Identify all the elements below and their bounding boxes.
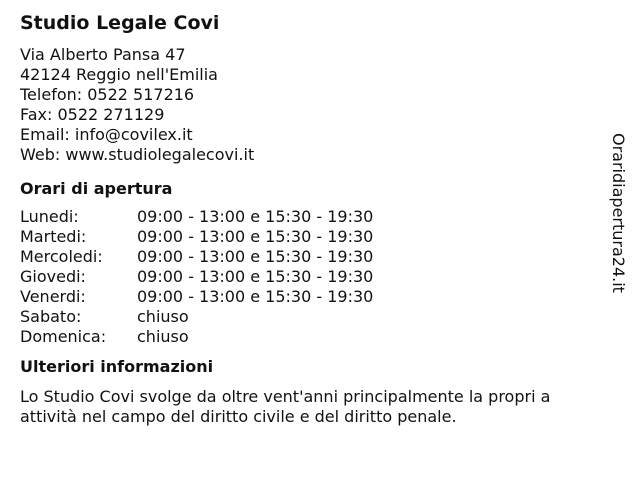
time-value: 09:00 - 13:00 e 15:30 - 19:30 xyxy=(137,247,374,266)
hours-row xyxy=(20,327,600,347)
day-label: Mercoledi: xyxy=(20,247,103,266)
time-value: 09:00 - 13:00 e 15:30 - 19:30 xyxy=(137,287,374,306)
hours-row xyxy=(20,247,600,267)
hours-row xyxy=(20,307,600,327)
watermark: Oraridiapertura24.it xyxy=(609,133,628,293)
day-label: Domenica: xyxy=(20,327,107,346)
address-city: 42124 Reggio nell'Emilia xyxy=(20,65,218,84)
hours-row xyxy=(20,227,600,247)
day-label: Martedi: xyxy=(20,227,87,246)
email-address: Email: info@covilex.it xyxy=(20,125,193,144)
phone-number: Telefon: 0522 517216 xyxy=(20,85,195,104)
hours-row xyxy=(20,287,600,307)
business-card xyxy=(20,10,600,427)
opening-hours-table xyxy=(20,207,600,347)
time-value: 09:00 - 13:00 e 15:30 - 19:30 xyxy=(137,227,374,246)
website: Web: www.studiolegalecovi.it xyxy=(20,145,255,164)
opening-hours-heading: Orari di apertura xyxy=(20,179,173,198)
fax-number: Fax: 0522 271129 xyxy=(20,105,165,124)
additional-info-heading: Ulteriori informazioni xyxy=(20,357,214,376)
additional-info-text: Lo Studio Covi svolge da oltre vent'anni principalmente la propri a attività nel campo del diritto civile e del diritto penale. xyxy=(20,387,551,426)
time-value: chiuso xyxy=(137,327,189,346)
business-name: Studio Legale Covi xyxy=(20,12,220,34)
time-value: 09:00 - 13:00 e 15:30 - 19:30 xyxy=(137,267,374,286)
hours-row xyxy=(20,267,600,287)
address-street: Via Alberto Pansa 47 xyxy=(20,45,186,64)
day-label: Sabato: xyxy=(20,307,82,326)
hours-row xyxy=(20,207,600,227)
time-value: 09:00 - 13:00 e 15:30 - 19:30 xyxy=(137,207,374,226)
day-label: Venerdi: xyxy=(20,287,86,306)
day-label: Giovedi: xyxy=(20,267,86,286)
time-value: chiuso xyxy=(137,307,189,326)
day-label: Lunedi: xyxy=(20,207,79,226)
